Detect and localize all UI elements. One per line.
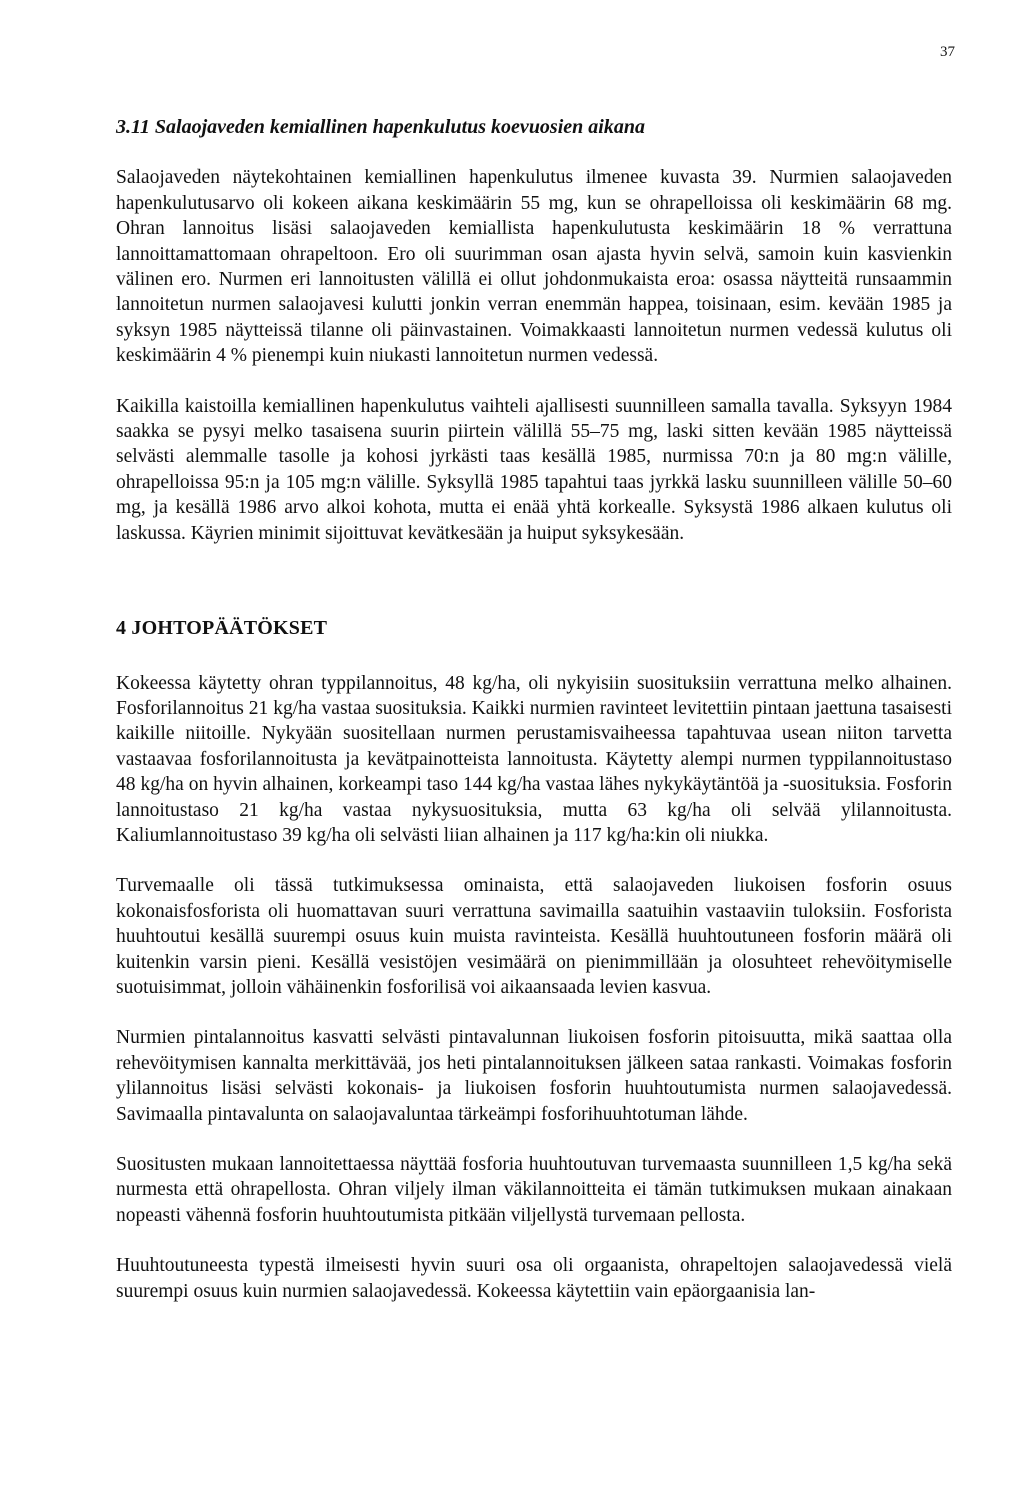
paragraph: Kaikilla kaistoilla kemiallinen hapenkulutus vaihteli ajallisesti suunnilleen samalla tavalla. Syksyyn 1984 saakka se pysyi melko tasaisena suurin piirtein välillä 55–75 mg, laski sitten kevään 1985 näytteissä selvästi alemmalle tasolle ja kohosi jyrkästi taas kesällä 1985, nurmissa 70:n ja 80 mg:n välille, ohrapelloissa 95:n ja 105 mg:n välille. Syksyllä 1985 tapahtui taas jyrkkä lasku suunnilleen välille 50–60 mg, ja kesällä 1986 arvo alkoi kohota, mutta ei enää yhtä korkealle. Syksystä 1986 alkaen kulutus oli laskussa. Käyrien minimit sijoittuvat kevätkesään ja huiput syksykesään. [116,395,952,544]
paragraph: Huuhtoutuneesta typestä ilmeisesti hyvin suuri osa oli orgaanista, ohrapeltojen salaojavedessä vielä suurempi osuus kuin nurmien salaojavedessä. Kokeessa käytettiin vain epäorgaanisia lan- [116,1255,952,1302]
paragraph: Salaojaveden näytekohtainen kemiallinen hapenkulutus ilmenee kuvasta 39. Nurmien salaojaveden hapenkulutusarvo oli kokeen aikana keskimäärin 55 mg, kun se ohrapelloissa oli keskimäärin 68 mg. Ohran lannoitus lisäsi salaojaveden kemiallista hapenkulutusta keskimäärin 18 % verrattuna lannoittamattomaan ohrapeltoon. Ero oli suurimman osan ajasta hyvin selvä, samoin kuin kasvienkin välinen ero. Nurmen eri lannoitusten välillä ei ollut johdonmukaista eroa: osassa näytteitä runsaammin lannoitetun nurmen salaojavesi kulutti jonkin verran enemmän happea, toisinaan, esim. kevään 1985 ja syksyn 1985 näytteissä tilanne oli päinvastainen. Voimakkaasti lannoitetun nurmen vedessä kulutus oli keskimäärin 4 % pienempi kuin niukasti lannoitetun nurmen vedessä. [116,167,952,367]
paragraph: Kokeessa käytetty ohran typpilannoitus, 48 kg/ha, oli nykyisiin suosituksiin verrattuna melko alhainen. Fosforilannoitus 21 kg/ha vastaa suosituksia. Kaikki nurmien ravinteet levitettiin pintaan jaettuna tasaisesti kaikille niitoille. Nykyään suositellaan nurmen perustamisvaiheessa tapahtuvaa usean niiton tarvetta vastaavaa fosforilannoitusta ja kevätpainotteista lannoitusta. Käytetty alempi nurmen typpilannoitustaso 48 kg/ha on hyvin alhainen, korkeampi taso 144 kg/ha vastaa lähes nykykäytäntöä ja -suosituksia. Fosforin lannoitustaso 21 kg/ha vastaa nykysuosituksia, mutta 63 kg/ha oli selvää ylilannoitusta. Kaliumlannoitustaso 39 kg/ha oli selvästi liian alhainen ja 117 kg/ha:kin oli niukka. [116,672,952,846]
chapter-heading: 4 JOHTOPÄÄTÖKSET [116,617,328,640]
paragraph: Turvemaalle oli tässä tutkimuksessa ominaista, että salaojaveden liukoisen fosforin osuus kokonaisfosforista oli huomattavan suuri verrattuna savimailla saatuihin vastaaviin tuloksiin. Fosforista huuhtoutui kesällä suurempi osuus kuin muista ravinteista. Kesällä huuhtoutuneen fosforin määrä oli kuitenkin varsin pieni. Kesällä vesistöjen vesimäärä on pienimmillään ja olosuhteet rehevöitymiselle suotuisimmat, jolloin vähäinenkin fosforilisä voi aikaansaada levien kasvua. [116,875,952,998]
paragraph: Suositusten mukaan lannoitettaessa näyttää fosforia huuhtoutuvan turvemaasta suunnilleen 1,5 kg/ha sekä nurmesta että ohrapellosta. Ohran viljely ilman väkilannoitteita ei tämän tutkimuksen mukaan ainakaan nopeasti vähennä fosforin huuhtoutumista pitkään viljellystä turvemaan pellosta. [116,1154,952,1226]
page-number: 37 [940,44,955,60]
document-body [116,115,952,1329]
paragraph: Nurmien pintalannoitus kasvatti selvästi pintavalunnan liukoisen fosforin pitoisuutta, mikä saattaa olla rehevöitymisen kannalta merkittävää, jos heti pintalannoituksen jälkeen sataa rankasti. Voimakas fosforin ylilannoitus lisäsi selvästi kokonais- ja liukoisen fosforin huuhtoutumista nurmen salaojavedessä. Savimaalla pintavalunta on salaojavaluntaa tärkeämpi fosforihuuhtotuman lähde. [116,1027,952,1125]
section-heading: 3.11 Salaojaveden kemiallinen hapenkulutus koevuosien aikana [116,116,645,138]
